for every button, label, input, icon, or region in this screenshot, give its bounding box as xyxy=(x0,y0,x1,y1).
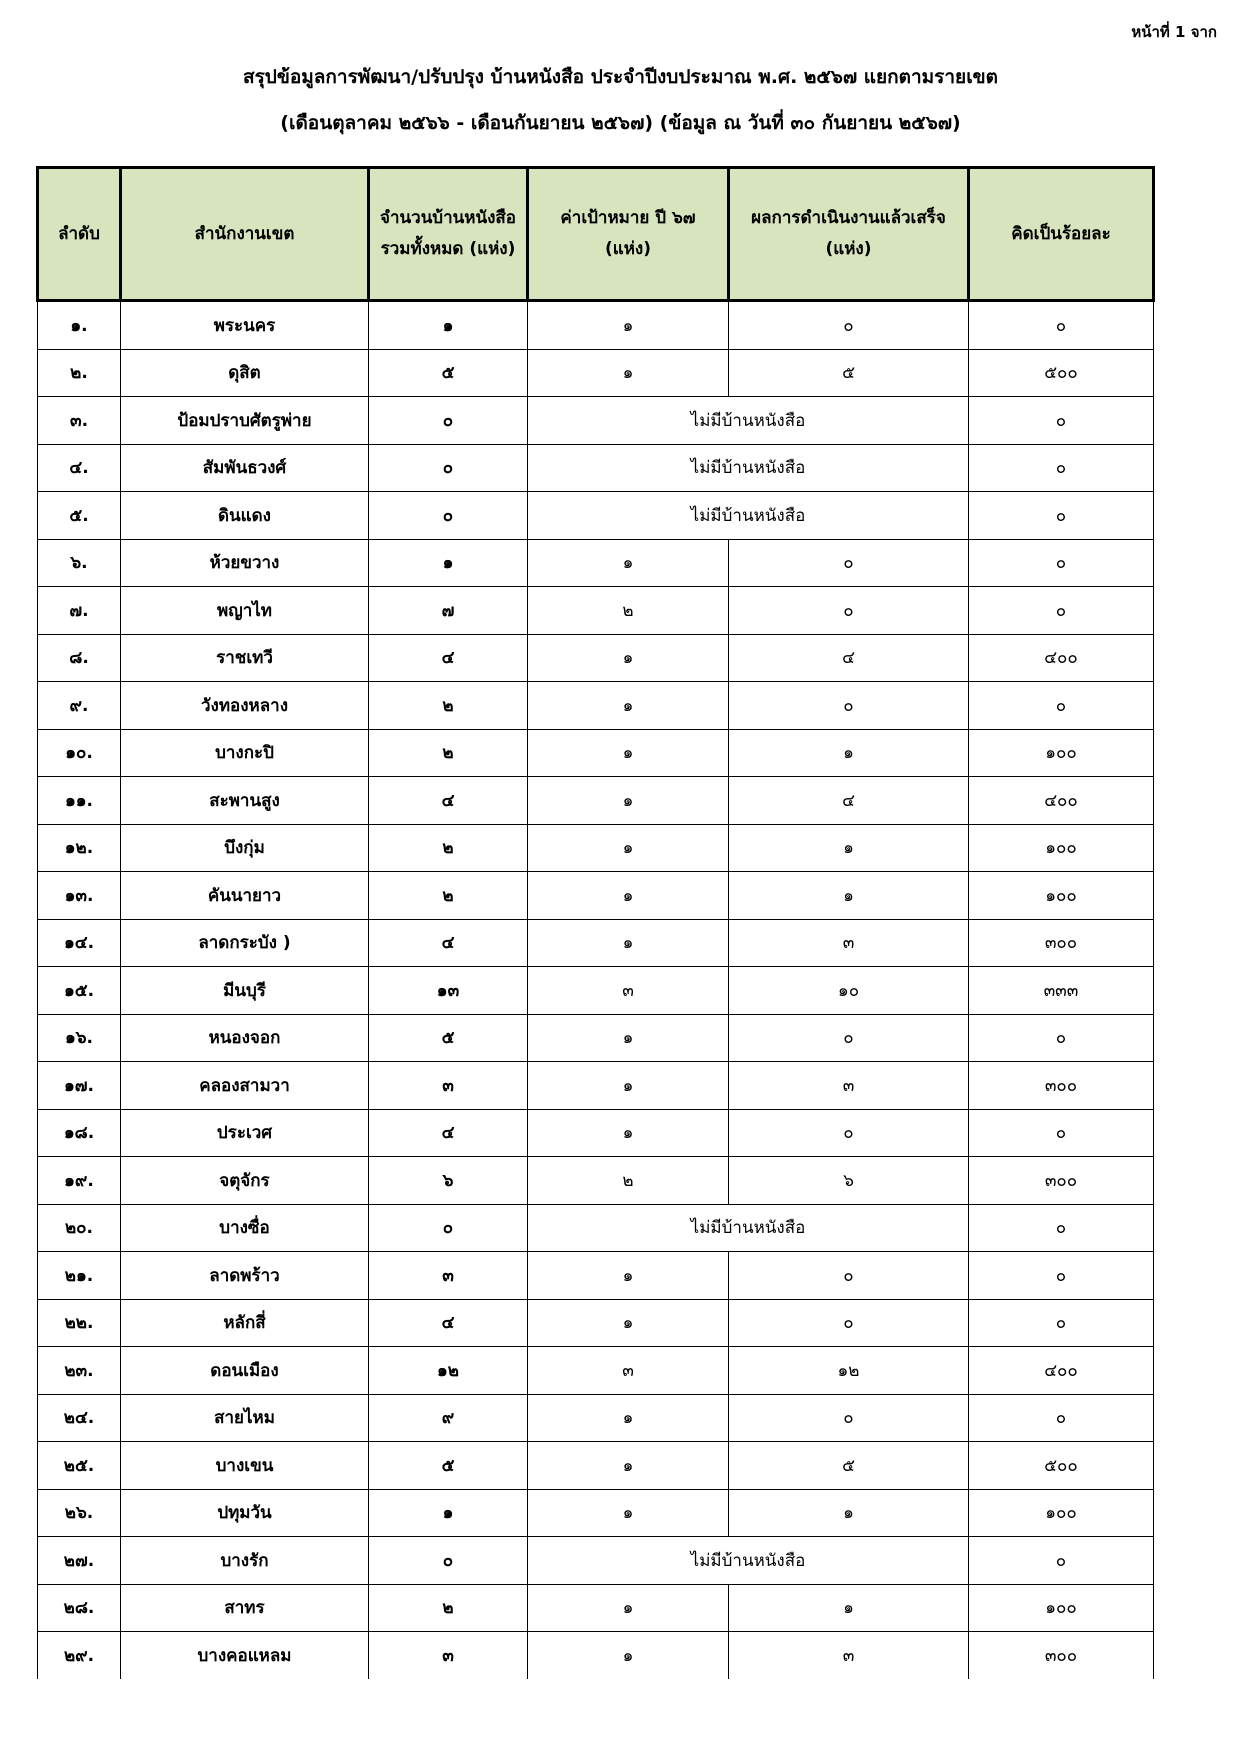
cell-done: ๓ xyxy=(729,1632,969,1679)
table-row xyxy=(38,444,1154,492)
header-target: ค่าเป้าหมาย ปี ๖๗ (แห่ง) xyxy=(528,168,729,301)
cell-done: ๑ xyxy=(729,729,969,777)
cell-total: ๐ xyxy=(369,444,528,492)
cell-target: ๑ xyxy=(528,777,729,825)
table-row xyxy=(38,824,1154,872)
cell-total: ๒ xyxy=(369,729,528,777)
cell-total: ๑๓ xyxy=(369,967,528,1015)
cell-done: ๐ xyxy=(729,1394,969,1442)
cell-no: ๑๕. xyxy=(38,967,121,1015)
cell-total: ๕ xyxy=(369,1014,528,1062)
cell-no: ๒๘. xyxy=(38,1584,121,1632)
cell-office: บางเขน xyxy=(121,1442,369,1490)
cell-total: ๔ xyxy=(369,919,528,967)
table-row xyxy=(38,1394,1154,1442)
cell-percent: ๕๐๐ xyxy=(969,1442,1154,1490)
cell-office: หลักสี่ xyxy=(121,1299,369,1347)
cell-office: สาทร xyxy=(121,1584,369,1632)
cell-percent: ๑๐๐ xyxy=(969,1584,1154,1632)
table-row xyxy=(38,587,1154,635)
cell-no: ๒๙. xyxy=(38,1632,121,1679)
cell-no: ๗. xyxy=(38,587,121,635)
table-row xyxy=(38,1537,1154,1585)
cell-no-library-note: ไม่มีบ้านหนังสือ xyxy=(528,1537,969,1585)
cell-target: ๑ xyxy=(528,1584,729,1632)
cell-percent: ๓๐๐ xyxy=(969,1157,1154,1205)
table-row xyxy=(38,397,1154,445)
cell-no: ๑๖. xyxy=(38,1014,121,1062)
cell-no: ๑. xyxy=(38,301,121,350)
cell-office: วังทองหลาง xyxy=(121,682,369,730)
cell-office: สะพานสูง xyxy=(121,777,369,825)
cell-target: ๑ xyxy=(528,872,729,920)
cell-target: ๑ xyxy=(528,301,729,350)
cell-no: ๑๗. xyxy=(38,1062,121,1110)
cell-percent: ๐ xyxy=(969,1252,1154,1300)
cell-percent: ๔๐๐ xyxy=(969,634,1154,682)
cell-target: ๒ xyxy=(528,587,729,635)
cell-office: ลาดกระบัง ) xyxy=(121,919,369,967)
cell-total: ๔ xyxy=(369,1299,528,1347)
cell-target: ๑ xyxy=(528,1252,729,1300)
cell-done: ๐ xyxy=(729,1252,969,1300)
cell-office: สัมพันธวงศ์ xyxy=(121,444,369,492)
cell-percent: ๑๐๐ xyxy=(969,729,1154,777)
cell-target: ๑ xyxy=(528,1109,729,1157)
cell-no: ๑๓. xyxy=(38,872,121,920)
cell-percent: ๑๐๐ xyxy=(969,824,1154,872)
cell-done: ๔ xyxy=(729,777,969,825)
cell-percent: ๔๐๐ xyxy=(969,777,1154,825)
cell-total: ๑ xyxy=(369,301,528,350)
cell-office: มีนบุรี xyxy=(121,967,369,1015)
cell-target: ๑ xyxy=(528,1014,729,1062)
cell-target: ๑ xyxy=(528,729,729,777)
table-row xyxy=(38,1584,1154,1632)
cell-percent: ๓๓๓ xyxy=(969,967,1154,1015)
cell-no: ๑๔. xyxy=(38,919,121,967)
table-row xyxy=(38,777,1154,825)
cell-no: ๑๐. xyxy=(38,729,121,777)
cell-office: ดินแดง xyxy=(121,492,369,540)
cell-total: ๐ xyxy=(369,1537,528,1585)
header-row xyxy=(38,168,1154,301)
cell-done: ๕ xyxy=(729,1442,969,1490)
cell-no: ๑๒. xyxy=(38,824,121,872)
cell-office: หนองจอก xyxy=(121,1014,369,1062)
cell-percent: ๐ xyxy=(969,539,1154,587)
cell-total: ๔ xyxy=(369,777,528,825)
cell-no: ๔. xyxy=(38,444,121,492)
cell-total: ๓ xyxy=(369,1062,528,1110)
cell-done: ๑ xyxy=(729,1584,969,1632)
cell-target: ๑ xyxy=(528,1062,729,1110)
header-office: สำนักงานเขต xyxy=(121,168,369,301)
table-row xyxy=(38,1157,1154,1205)
cell-office: พระนคร xyxy=(121,301,369,350)
cell-percent: ๐ xyxy=(969,492,1154,540)
table-row xyxy=(38,1489,1154,1537)
cell-done: ๑ xyxy=(729,1489,969,1537)
cell-total: ๒ xyxy=(369,1584,528,1632)
report-title: สรุปข้อมูลการพัฒนา/ปรับปรุง บ้านหนังสือ ประจำปีงบประมาณ พ.ศ. ๒๕๖๗ แยกตามรายเขต xyxy=(242,66,999,88)
report-table xyxy=(36,166,1155,1679)
cell-done: ๐ xyxy=(729,1014,969,1062)
cell-office: คันนายาว xyxy=(121,872,369,920)
cell-office: จตุจักร xyxy=(121,1157,369,1205)
cell-target: ๑ xyxy=(528,682,729,730)
table-row xyxy=(38,1299,1154,1347)
cell-office: คลองสามวา xyxy=(121,1062,369,1110)
cell-office: บางรัก xyxy=(121,1537,369,1585)
cell-total: ๒ xyxy=(369,872,528,920)
table-row xyxy=(38,301,1154,350)
table-row xyxy=(38,1347,1154,1395)
cell-percent: ๐ xyxy=(969,1537,1154,1585)
cell-no-library-note: ไม่มีบ้านหนังสือ xyxy=(528,444,969,492)
cell-office: ลาดพร้าว xyxy=(121,1252,369,1300)
table-row xyxy=(38,1632,1154,1679)
table-row xyxy=(38,682,1154,730)
cell-total: ๑๒ xyxy=(369,1347,528,1395)
cell-no-library-note: ไม่มีบ้านหนังสือ xyxy=(528,397,969,445)
header-total: จำนวนบ้านหนังสือรวมทั้งหมด (แห่ง) xyxy=(369,168,528,301)
cell-percent: ๓๐๐ xyxy=(969,1632,1154,1679)
cell-total: ๓ xyxy=(369,1252,528,1300)
cell-target: ๒ xyxy=(528,1157,729,1205)
cell-office: ปทุมวัน xyxy=(121,1489,369,1537)
cell-target: ๑ xyxy=(528,824,729,872)
cell-office: ประเวศ xyxy=(121,1109,369,1157)
cell-office: บางกะปิ xyxy=(121,729,369,777)
cell-target: ๑ xyxy=(528,539,729,587)
cell-total: ๕ xyxy=(369,349,528,397)
cell-done: ๐ xyxy=(729,539,969,587)
cell-total: ๙ xyxy=(369,1394,528,1442)
cell-total: ๔ xyxy=(369,634,528,682)
cell-office: พญาไท xyxy=(121,587,369,635)
cell-target: ๑ xyxy=(528,349,729,397)
cell-percent: ๐ xyxy=(969,1299,1154,1347)
cell-no: ๖. xyxy=(38,539,121,587)
cell-done: ๔ xyxy=(729,634,969,682)
cell-office: บึงกุ่ม xyxy=(121,824,369,872)
cell-target: ๑ xyxy=(528,1489,729,1537)
cell-total: ๑ xyxy=(369,539,528,587)
table-row xyxy=(38,967,1154,1015)
table-row xyxy=(38,634,1154,682)
cell-total: ๐ xyxy=(369,1204,528,1252)
cell-done: ๑๐ xyxy=(729,967,969,1015)
cell-percent: ๐ xyxy=(969,444,1154,492)
cell-percent: ๐ xyxy=(969,301,1154,350)
table-body xyxy=(38,301,1154,1679)
cell-no: ๒๓. xyxy=(38,1347,121,1395)
table-row xyxy=(38,349,1154,397)
cell-no: ๑๘. xyxy=(38,1109,121,1157)
cell-total: ๑ xyxy=(369,1489,528,1537)
cell-no: ๕. xyxy=(38,492,121,540)
table-row xyxy=(38,1252,1154,1300)
page-number: หน้าที่ 1 จาก xyxy=(1131,23,1217,41)
cell-done: ๐ xyxy=(729,1299,969,1347)
cell-office: ราชเทวี xyxy=(121,634,369,682)
cell-total: ๗ xyxy=(369,587,528,635)
cell-no: ๒. xyxy=(38,349,121,397)
cell-no: ๒๔. xyxy=(38,1394,121,1442)
cell-no: ๑๑. xyxy=(38,777,121,825)
cell-target: ๑ xyxy=(528,919,729,967)
cell-percent: ๕๐๐ xyxy=(969,349,1154,397)
cell-percent: ๑๐๐ xyxy=(969,872,1154,920)
cell-done: ๓ xyxy=(729,1062,969,1110)
cell-target: ๑ xyxy=(528,634,729,682)
cell-percent: ๐ xyxy=(969,397,1154,445)
table-row xyxy=(38,919,1154,967)
table-row xyxy=(38,872,1154,920)
cell-percent: ๐ xyxy=(969,1394,1154,1442)
cell-done: ๖ xyxy=(729,1157,969,1205)
cell-no: ๑๙. xyxy=(38,1157,121,1205)
cell-no: ๒๐. xyxy=(38,1204,121,1252)
cell-total: ๔ xyxy=(369,1109,528,1157)
cell-done: ๑ xyxy=(729,824,969,872)
cell-target: ๓ xyxy=(528,1347,729,1395)
cell-office: บางซื่อ xyxy=(121,1204,369,1252)
cell-percent: ๐ xyxy=(969,1204,1154,1252)
cell-done: ๕ xyxy=(729,349,969,397)
cell-done: ๑ xyxy=(729,872,969,920)
header-percent: คิดเป็นร้อยละ xyxy=(969,168,1154,301)
cell-percent: ๐ xyxy=(969,682,1154,730)
table-row xyxy=(38,1062,1154,1110)
cell-done: ๐ xyxy=(729,301,969,350)
table-row xyxy=(38,492,1154,540)
cell-total: ๖ xyxy=(369,1157,528,1205)
cell-office: ป้อมปราบศัตรูพ่าย xyxy=(121,397,369,445)
cell-done: ๓ xyxy=(729,919,969,967)
cell-total: ๒ xyxy=(369,824,528,872)
cell-target: ๓ xyxy=(528,967,729,1015)
cell-target: ๑ xyxy=(528,1299,729,1347)
cell-percent: ๓๐๐ xyxy=(969,919,1154,967)
cell-percent: ๐ xyxy=(969,587,1154,635)
cell-percent: ๑๐๐ xyxy=(969,1489,1154,1537)
cell-total: ๒ xyxy=(369,682,528,730)
cell-no-library-note: ไม่มีบ้านหนังสือ xyxy=(528,1204,969,1252)
cell-office: ห้วยขวาง xyxy=(121,539,369,587)
cell-no: ๒๒. xyxy=(38,1299,121,1347)
cell-office: ดุสิต xyxy=(121,349,369,397)
cell-total: ๐ xyxy=(369,492,528,540)
cell-total: ๕ xyxy=(369,1442,528,1490)
cell-no: ๓. xyxy=(38,397,121,445)
cell-done: ๐ xyxy=(729,682,969,730)
cell-no: ๙. xyxy=(38,682,121,730)
cell-no: ๒๑. xyxy=(38,1252,121,1300)
cell-done: ๑๒ xyxy=(729,1347,969,1395)
cell-done: ๐ xyxy=(729,587,969,635)
table-row xyxy=(38,1014,1154,1062)
cell-percent: ๓๐๐ xyxy=(969,1062,1154,1110)
cell-percent: ๐ xyxy=(969,1109,1154,1157)
cell-total: ๐ xyxy=(369,397,528,445)
header-done: ผลการดำเนินงานแล้วเสร็จ (แห่ง) xyxy=(729,168,969,301)
table-row xyxy=(38,1204,1154,1252)
cell-office: สายไหม xyxy=(121,1394,369,1442)
cell-no: ๘. xyxy=(38,634,121,682)
table-row xyxy=(38,1442,1154,1490)
cell-no: ๒๖. xyxy=(38,1489,121,1537)
cell-target: ๑ xyxy=(528,1442,729,1490)
cell-office: บางคอแหลม xyxy=(121,1632,369,1679)
cell-target: ๑ xyxy=(528,1632,729,1679)
header-no: ลำดับ xyxy=(38,168,121,301)
cell-target: ๑ xyxy=(528,1394,729,1442)
cell-total: ๓ xyxy=(369,1632,528,1679)
cell-done: ๐ xyxy=(729,1109,969,1157)
cell-no-library-note: ไม่มีบ้านหนังสือ xyxy=(528,492,969,540)
cell-office: ดอนเมือง xyxy=(121,1347,369,1395)
cell-percent: ๐ xyxy=(969,1014,1154,1062)
report-subtitle: (เดือนตุลาคม ๒๕๖๖ - เดือนกันยายน ๒๕๖๗) (ข้อมูล ณ วันที่ ๓๐ กันยายน ๒๕๖๗) xyxy=(280,112,961,134)
cell-percent: ๔๐๐ xyxy=(969,1347,1154,1395)
table-row xyxy=(38,539,1154,587)
cell-no: ๒๕. xyxy=(38,1442,121,1490)
table-row xyxy=(38,1109,1154,1157)
cell-no: ๒๗. xyxy=(38,1537,121,1585)
table-row xyxy=(38,729,1154,777)
